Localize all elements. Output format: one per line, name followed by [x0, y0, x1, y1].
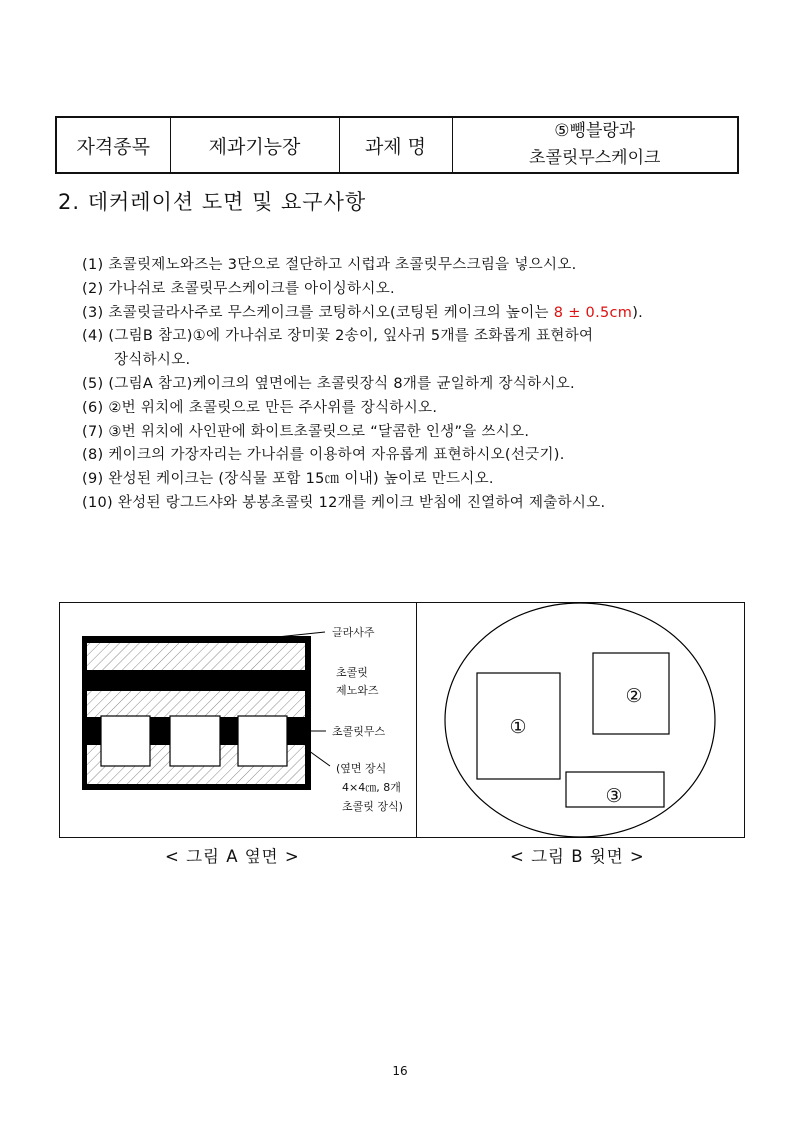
- header-label-task: 과제 명: [339, 117, 452, 173]
- label-side-deco-line2: 4×4㎝, 8개: [342, 781, 401, 794]
- requirement-9: (9) 완성된 케이크는 (장식물 포함 15㎝ 이내) 높이로 만드시오.: [82, 471, 494, 488]
- cake-top-view: [445, 603, 715, 837]
- task-name-line1: ⑤뺑블랑과: [554, 121, 636, 141]
- requirement-8: (8) 케이크의 가장자리는 가나쉬를 이용하여 자유롭게 표현하시오(선긋기).: [82, 447, 565, 464]
- header-value-subject: 제과기능장: [170, 117, 339, 173]
- requirement-3-height: 8 ± 0.5cm: [553, 304, 633, 321]
- label-genoise-line1: 초콜릿: [336, 666, 368, 679]
- genoise-layer-middle: [87, 691, 305, 717]
- label-side-deco-line1: (옆면 장식: [336, 762, 387, 775]
- requirement-4: (4) (그림B 참고)①에 가나쉬로 장미꽃 2송이, 잎사귀 5개를 조화롭게 표현하여: [82, 328, 594, 345]
- side-decoration-1: [101, 716, 150, 766]
- caption-figure-a: < 그림 A 옆면 >: [165, 847, 300, 866]
- requirement-6: (6) ②번 위치에 초콜릿으로 만든 주사위를 장식하시오.: [82, 399, 438, 416]
- task-name-line2: 초콜릿무스케이크: [529, 148, 661, 168]
- label-genoise-line2: 제노와즈: [336, 684, 379, 697]
- requirement-3-end: ).: [632, 304, 644, 321]
- requirement-3-text: (3) 초콜릿글라사주로 무스케이크를 코팅하시오(코팅된 케이크의 높이는: [82, 304, 554, 321]
- side-decoration-2: [170, 716, 220, 766]
- marker-3: ③: [605, 785, 623, 807]
- side-decoration-3: [238, 716, 287, 766]
- label-mousse: 초콜릿무스: [332, 725, 386, 738]
- section-title: 2. 데커레이션 도면 및 요구사항: [58, 190, 367, 214]
- marker-2: ②: [625, 685, 643, 707]
- requirement-10: (10) 완성된 랑그드샤와 봉봉초콜릿 12개를 케이크 받침에 진열하여 제출하시오.: [82, 494, 606, 511]
- genoise-layer-top: [87, 643, 305, 670]
- cake-side-view: [82, 636, 311, 790]
- requirement-5: (5) (그림A 참고)케이크의 옆면에는 초콜릿장식 8개를 균일하게 장식하시오.: [82, 375, 575, 392]
- label-glacage: 글라사주: [332, 626, 375, 639]
- requirement-2: (2) 가나쉬로 초콜릿무스케이크를 아이싱하시오.: [82, 280, 395, 297]
- requirement-4-continued: 장식하시오.: [114, 352, 191, 369]
- requirement-1: (1) 초콜릿제노와즈는 3단으로 절단하고 시럽과 초콜릿무스크림을 넣으시오.: [82, 257, 577, 273]
- label-side-deco-line3: 초콜릿 장식): [342, 800, 403, 813]
- header-label-subject: 자격종목: [56, 117, 170, 173]
- requirement-7: (7) ③번 위치에 사인판에 화이트초콜릿으로 “달콤한 인생”을 쓰시오.: [82, 423, 530, 440]
- page-number: 16: [392, 1064, 408, 1078]
- caption-figure-b: < 그림 B 윗면 >: [510, 847, 645, 866]
- marker-1: ①: [509, 716, 527, 738]
